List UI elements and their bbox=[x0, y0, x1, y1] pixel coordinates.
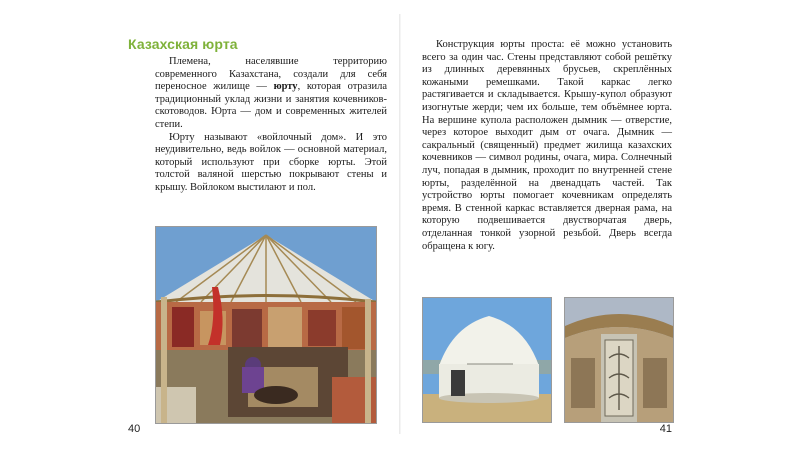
term-yurta: юрту bbox=[273, 81, 298, 93]
right-text-column bbox=[422, 39, 672, 253]
page-number: 40 bbox=[128, 423, 141, 435]
yurt-door-photo bbox=[564, 297, 674, 423]
yurt-exterior-photo bbox=[422, 297, 552, 423]
right-page bbox=[402, 14, 692, 434]
yurt-interior-photo bbox=[155, 226, 377, 424]
paragraph-construction: Конструкция юрты проста: её можно установить всего за один час. Стены представляют собой решётку из длинных деревянных брусьев, скреплённых кожаными ремешками. Такой каркас легко растягивается и складывается. Крышу-купол образуют изогнутые жерди; чем их больше, тем объёмнее юрта. На вершине купола расположен дымник — отверстие, через которое выходит дым от очага. Дымник — сакральный (священный) предмет жилища казахских кочевников — символ родины, очага, мира. Солнечный луч, попадая в дымник, проходит по внутренней стене юрты, разделённой на двенадцать частей. Так устройство юрты помогает кочевникам определять время. В стенной каркас вставляется дверная рама, на которую подвешивается двустворчатая дверь, отделанная тонкой узорной резьбой. Дверь всегда обращена к югу. bbox=[422, 39, 672, 252]
paragraph-intro-end: , которая отразила традиционный уклад жизни и занятия кочевников-скотоводов. Юрта — дом и современных жителей степи. bbox=[155, 81, 388, 130]
page-number: 41 bbox=[659, 423, 672, 435]
paragraph-intro-start: Племена, населявшие территорию современного Казахстана, создали для себя переносное жилище — bbox=[155, 56, 387, 93]
page-title: Казахская юрта bbox=[128, 36, 238, 52]
left-page bbox=[108, 14, 398, 434]
left-text-column bbox=[155, 56, 387, 195]
book-fold bbox=[399, 14, 401, 434]
paragraph-felt: Юрту называют «войлочный дом». И это неудивительно, ведь войлок — основной материал, который используют при сборке юрты. Этой толстой валяной шерстью покрывают стены и крышу. Войлоком выстилают и пол. bbox=[155, 131, 387, 193]
paragraph-intro bbox=[155, 56, 387, 132]
